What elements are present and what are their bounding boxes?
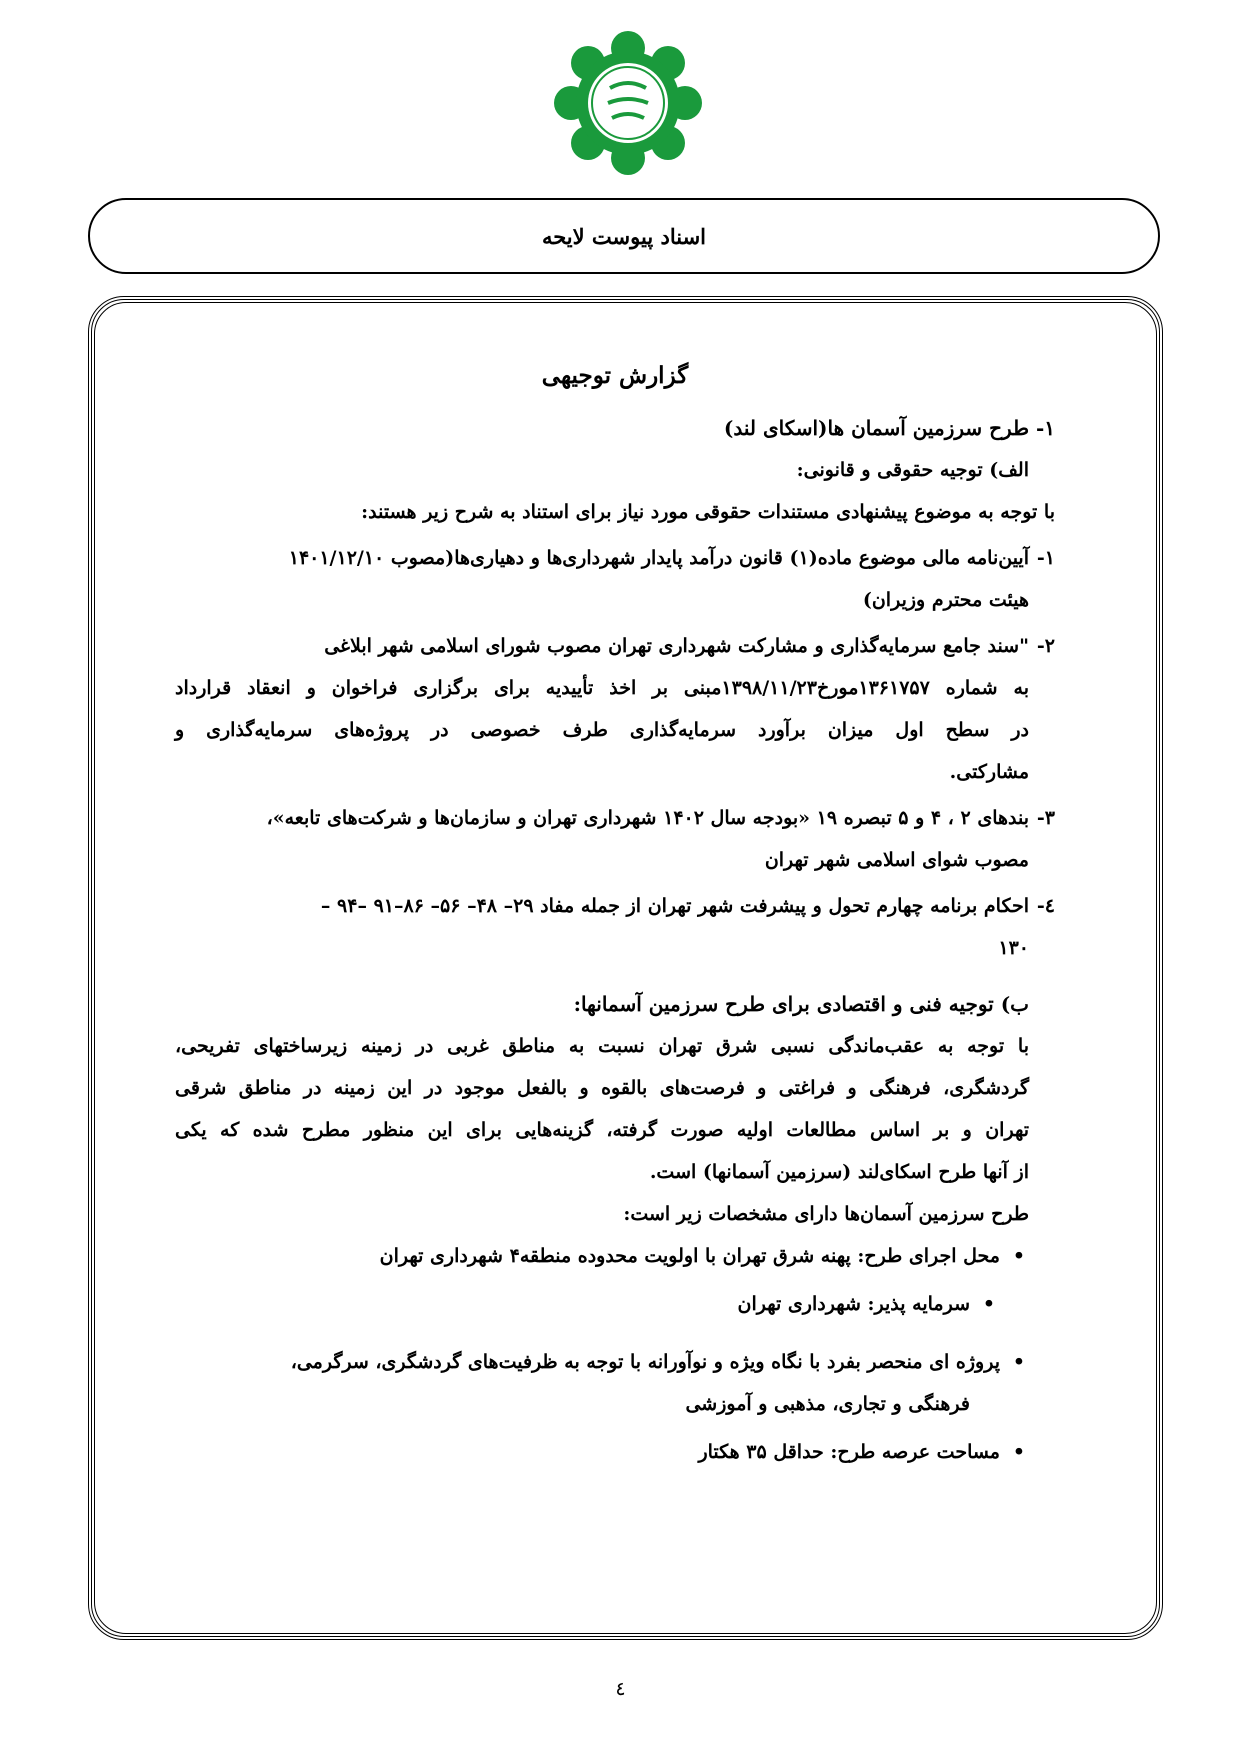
intro-text: با توجه به موضوع پیشنهادی مستندات حقوقی مورد نیاز برای استناد به شرح زیر هستند: [361,501,1055,523]
item-number: ۳- [1036,807,1055,829]
section-heading [175,407,1055,449]
paragraph-line: از آنها طرح اسکای‌لند (سرزمین آسمانها) است. [649,1161,1029,1183]
tehran-city-council-logo [548,28,708,178]
item-text: آیین‌نامه مالی موضوع ماده(۱) قانون درآمد پایدار شهرداری‌ها و دهیاری‌ها(مصوب ۱۴۰۱/۱۲/۱۰ [288,547,1029,569]
report-title: گزارش توجیهی [541,362,689,389]
legal-list-item [175,885,1055,969]
item-number: ۲- [1036,635,1055,657]
item-line: به شماره ۱۳۶۱۷۵۷مورخ۱۳۹۸/۱۱/۲۳مبنی بر اخذ تأییدیه برای برگزاری فراخوان و انعقاد قرارداد [175,677,1029,699]
paragraph-line: تهران و بر اساس مطالعات اولیه صورت گرفته، گزینه‌هایی برای این منظور مطرح شده که یکی [175,1119,1029,1141]
subheading-a: الف) توجیه حقوقی و قانونی: [796,459,1029,481]
feature-item [175,1431,1055,1473]
item-text: "سند جامع سرمایه‌گذاری و مشارکت شهرداری تهران مصوب شورای اسلامی شهر ابلاغی [324,635,1029,657]
item-line: در سطح اول میزان برآورد سرمایه‌گذاری طرف خصوصی در پروژه‌های سرمایه‌گذاری و [175,719,1029,741]
legal-list [175,537,1055,969]
item-text: احکام برنامه چهارم تحول و پیشرفت شهر تهران از جمله مفاد ۲۹– ۴۸– ۵۶– ۸۶–۹۱ –۹۴ – [320,895,1029,917]
item-number: ۱- [1036,547,1055,569]
feature-item [175,1235,1055,1277]
subheading-b: ب) توجیه فنی و اقتصادی برای طرح سرزمین آسمانها: [573,992,1029,1016]
item-line [175,797,1055,839]
features-intro: طرح سرزمین آسمان‌ها دارای مشخصات زیر است: [623,1203,1029,1225]
feature-line: • سرمایه پذیر: شهرداری تهران [175,1283,1055,1325]
feature-line: • محل اجرای طرح: پهنه شرق تهران با اولویت محدوده منطقه۴ شهرداری تهران [175,1235,1055,1277]
section-title: طرح سرزمین آسمان ها(اسکای لند) [723,416,1029,440]
legal-list-item [175,797,1055,881]
item-line: هیئت محترم وزیران) [862,589,1029,611]
item-line: مصوب شوای اسلامی شهر تهران [764,849,1029,871]
features-list [175,1235,1055,1473]
legal-list-item [175,625,1055,793]
feature-item [175,1341,1055,1425]
item-line: ۱۳۰ [998,937,1029,959]
item-line [175,625,1055,667]
paragraph-line: گردشگری، فرهنگی و فراغتی و فرصت‌های بالقوه و بالفعل موجود در این زمینه در مناطق شرقی [175,1077,1029,1099]
item-number: ٤- [1036,895,1055,917]
feature-line: • مساحت عرصه طرح: حداقل ۳۵ هکتار [175,1431,1055,1473]
feature-line: • پروژه ای منحصر بفرد با نگاه ویژه و نوآورانه با توجه به ظرفیت‌های گردشگری، سرگرمی، [175,1341,1055,1383]
feature-item [175,1283,1055,1325]
paragraph-line: با توجه به عقب‌ماندگی نسبی شرق تهران نسبت به مناطق غربی در زمینه زیرساختهای تفریحی، [175,1035,1029,1057]
item-text: بندهای ۲ ، ۴ و ۵ تبصره ۱۹ «بودجه سال ۱۴۰۲ شهرداری تهران و سازمان‌ها و شرکت‌های تابعه»، [266,807,1029,829]
header-title: اسناد پیوست لایحه [541,223,707,249]
item-line [175,537,1055,579]
legal-list-item [175,537,1055,621]
item-line [175,885,1055,927]
header-title-box [88,198,1160,274]
technical-paragraph [175,1025,1055,1193]
feature-line: فرهنگی و تجاری، مذهبی و آموزشی [685,1393,970,1415]
section-number: ۱- [1035,416,1055,440]
page-number: ٤ [615,1678,626,1700]
item-line: مشارکتی. [949,761,1029,783]
report-content [175,355,1055,1473]
